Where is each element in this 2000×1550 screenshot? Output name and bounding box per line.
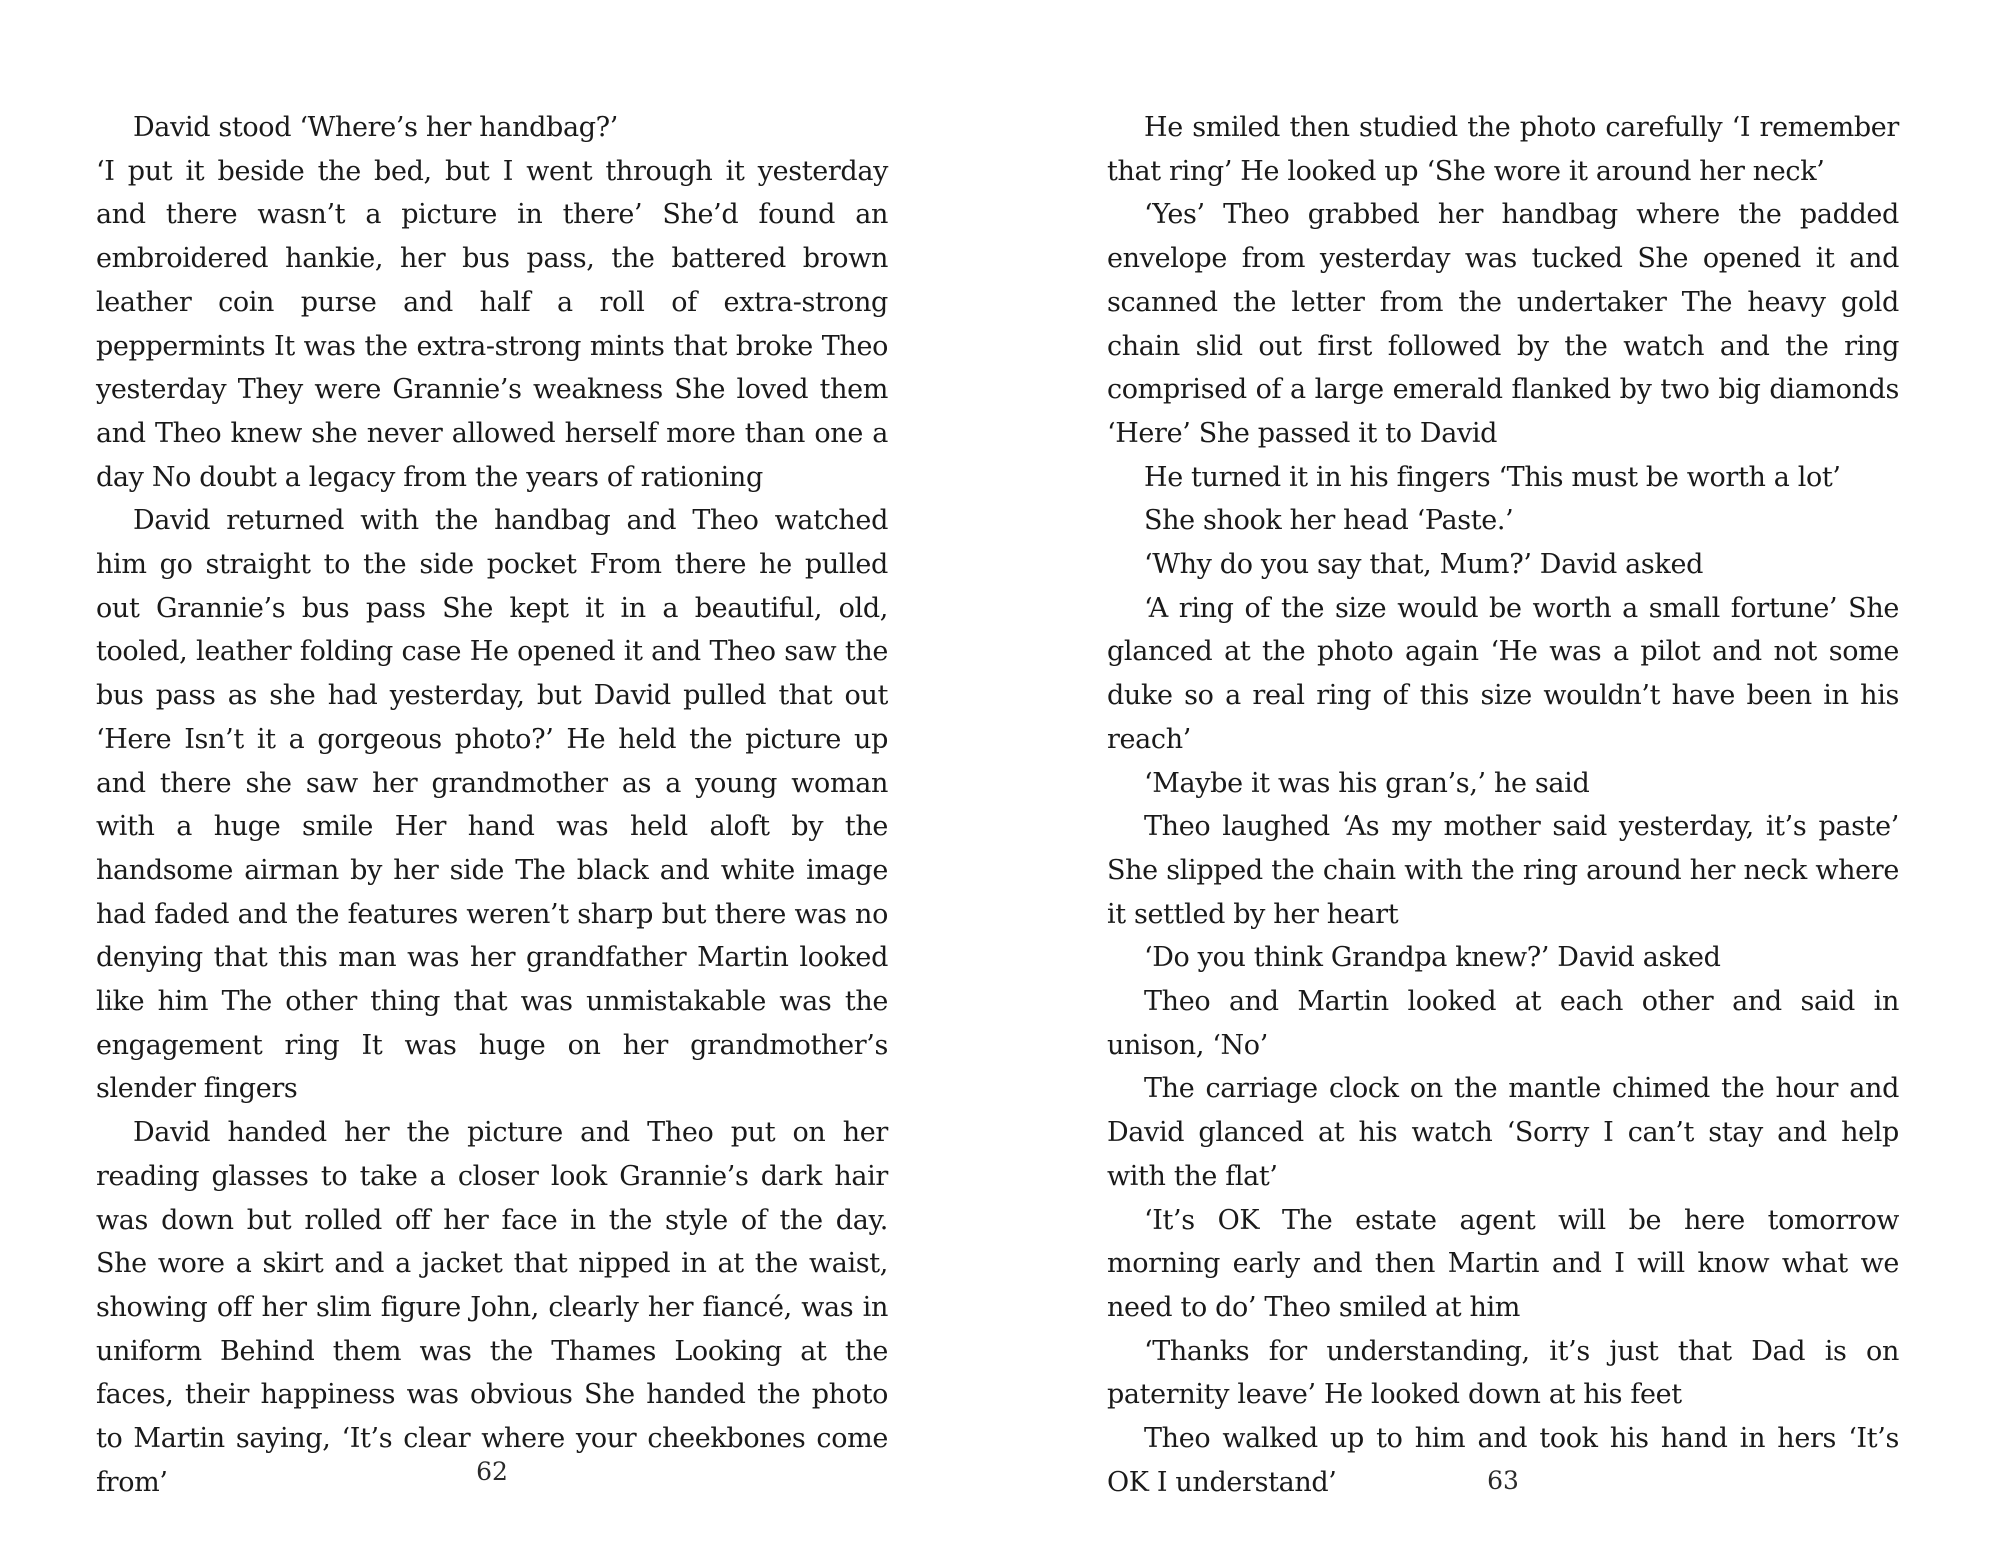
paragraph: David returned with the handbag and Theo watched him go straight to the side pocket From there he pulled out Grannie’s bus pass She kept it in a beautiful, old, tooled, leather folding case He opened it and Theo saw the bus pass as she had yesterday, but David pulled that out ‘Here Isn’t it a gorgeous photo?’ He held the picture up and there she saw her grandmother as a young woman with a huge smile Her hand was held aloft by the handsome airman by her side The black and white image had faded and the features weren’t sharp but there was no denying that this man was her grandfather Martin looked like him The other thing that was unmistakable was the engagement ring It was huge on her grandmother’s slender fingers [96,505,888,1105]
paragraph: The carriage clock on the mantle chimed the hour and David glanced at his watch ‘Sorry I can’t stay and help with the flat’ [1107,1073,1899,1192]
paragraph: He smiled then studied the photo carefully ‘I remember that ring’ He looked up ‘She wore it around her neck’ [1107,112,1899,187]
paragraph: Theo walked up to him and took his hand in hers ‘It’s OK I understand’ [1107,1423,1899,1498]
left-page [96,106,888,1505]
paragraph: Theo laughed ‘As my mother said yesterday, it’s paste’ She slipped the chain with the ring around her neck where it settled by her heart [1107,811,1899,930]
paragraph: She shook her head ‘Paste.’ [1144,505,1514,537]
paragraph: Theo and Martin looked at each other and said in unison, ‘No’ [1107,986,1899,1061]
paragraph: ‘Thanks for understanding, it’s just that Dad is on paternity leave’ He looked down at his feet [1107,1335,1899,1411]
page-number-left: 62 [476,1457,508,1486]
paragraph: ‘Maybe it was his gran’s,’ he said [1144,767,1590,799]
page-number-right: 63 [1487,1466,1519,1495]
right-page [1107,106,1899,1505]
right-page-text [1107,106,1899,1505]
paragraph: ‘I put it beside the bed, but I went through it yesterday and there wasn’t a picture in there’ She’d found an embroidered hankie, her bus pass, the battered brown leather coin purse and half a roll of extra-strong peppermints It was the extra-strong mints that broke Theo yesterday They were Grannie’s weakness She loved them and Theo knew she never allowed herself more than one a day No doubt a legacy from the years of rationing [96,155,888,493]
paragraph: ‘It’s OK The estate agent will be here tomorrow morning early and then Martin and I will know what we need to do’ Theo smiled at him [1107,1204,1899,1323]
paragraph: ‘Why do you say that, Mum?’ David asked [1144,549,1704,581]
paragraph: ‘Yes’ Theo grabbed her handbag where the padded envelope from yesterday was tucked She opened it and scanned the letter from the undertaker The heavy gold chain slid out first followed by the watch and the ring comprised of a large emerald flanked by two big diamonds ‘Here’ She passed it to David [1107,199,1899,449]
paragraph: ‘Do you think Grandpa knew?’ David asked [1144,942,1721,974]
paragraph: David stood ‘Where’s her handbag?’ [133,112,619,143]
paragraph: He turned it in his fingers ‘This must be worth a lot’ [1144,461,1841,493]
left-page-text [96,106,888,1505]
paragraph: ‘A ring of the size would be worth a small fortune’ She glanced at the photo again ‘He was a pilot and not some duke so a real ring of this size wouldn’t have been in his reach’ [1107,592,1899,755]
paragraph: David handed her the picture and Theo put on her reading glasses to take a closer look Grannie’s dark hair was down but rolled off her face in the style of the day. She wore a skirt and a jacket that nipped in at the waist, showing off her slim figure John, clearly her fiancé, was in uniform Behind them was the Thames Looking at the faces, their happiness was obvious She handed the photo to Martin saying, ‘It’s clear where your cheekbones come from’ [96,1117,888,1498]
